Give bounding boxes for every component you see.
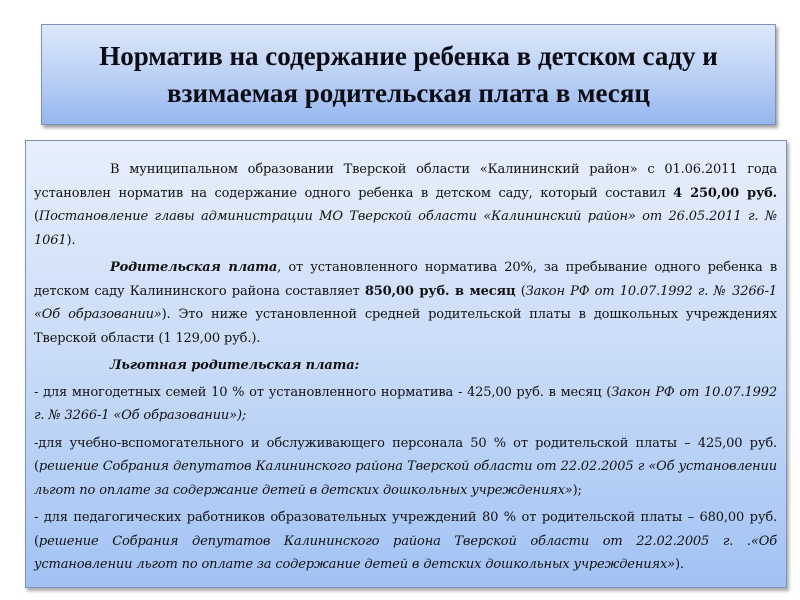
paren-open: ( (34, 209, 39, 224)
discount-text: - для педагогических работников образовательных учреждений 80 % от родительской платы – 680,00 руб. ( (34, 510, 777, 549)
normative-text: В муниципальном образовании Тверской области «Калининский район» с 01.06.2011 года установлен норматив на содержание одного ребенка в детском саду, который составил (34, 162, 777, 201)
parent-fee-amount: 850,00 руб. в месяц (364, 283, 516, 299)
discount-item-large-families (34, 381, 777, 428)
discount-source: Закон РФ от 10.07.1992 г. № 3266-1 «Об образовании»); (34, 384, 777, 423)
discount-source: решение Собрания депутатов Калининского района Тверской области от 22.02.2005 г «Об установлении льгот по оплате за содержание детей в детских дошкольных учреждениях» (34, 459, 777, 498)
paragraph-normative (34, 158, 777, 252)
slide-body-box (25, 140, 787, 588)
parent-fee-comparison: ). Это ниже установленной средней родительской платы в дошкольных учреждениях Тверской области (1 129,00 руб.). (34, 307, 777, 346)
paren-open: ( (515, 283, 526, 299)
discount-item-support-staff (34, 432, 777, 503)
parent-fee-source: Закон РФ от 10.07.1992 г. № 3266-1 «Об образовании» (34, 283, 778, 322)
discount-heading: Льготная родительская плата: (110, 358, 360, 373)
normative-source: Постановление главы администрации МО Тверской области «Калининский район» от 26.05.2011 г. № 1061 (34, 209, 777, 248)
paragraph-parent-fee (34, 256, 777, 350)
discount-item-teachers (34, 506, 777, 577)
slide-title-box (41, 24, 776, 125)
discount-text: -для учебно-вспомогательного и обслуживающего персонала 50 % от родительской платы – 425,00 руб. ( (34, 435, 777, 474)
paren-close: ); (572, 482, 582, 498)
normative-amount: 4 250,00 руб. (673, 185, 778, 201)
parent-fee-lead: Родительская плата (110, 260, 278, 275)
parent-fee-text: , от установленного норматива 20%, за пребывание одного ребенка в детском саду Калининского района составляет (34, 260, 777, 299)
discount-source: решение Собрания депутатов Калининского района Тверской области от 22.02.2005 г. .«Об установлении льгот по оплате за содержание детей в детских дошкольных учреждениях» (34, 533, 777, 572)
slide-title: Норматив на содержание ребенка в детском саду и взимаемая родительская плата в месяц (99, 40, 718, 108)
discount-text: - для многодетных семей 10 % от установленного норматива - 425,00 руб. в месяц ( (34, 384, 612, 400)
paren-close: ). (66, 232, 76, 248)
paren-close: ). (674, 557, 684, 572)
